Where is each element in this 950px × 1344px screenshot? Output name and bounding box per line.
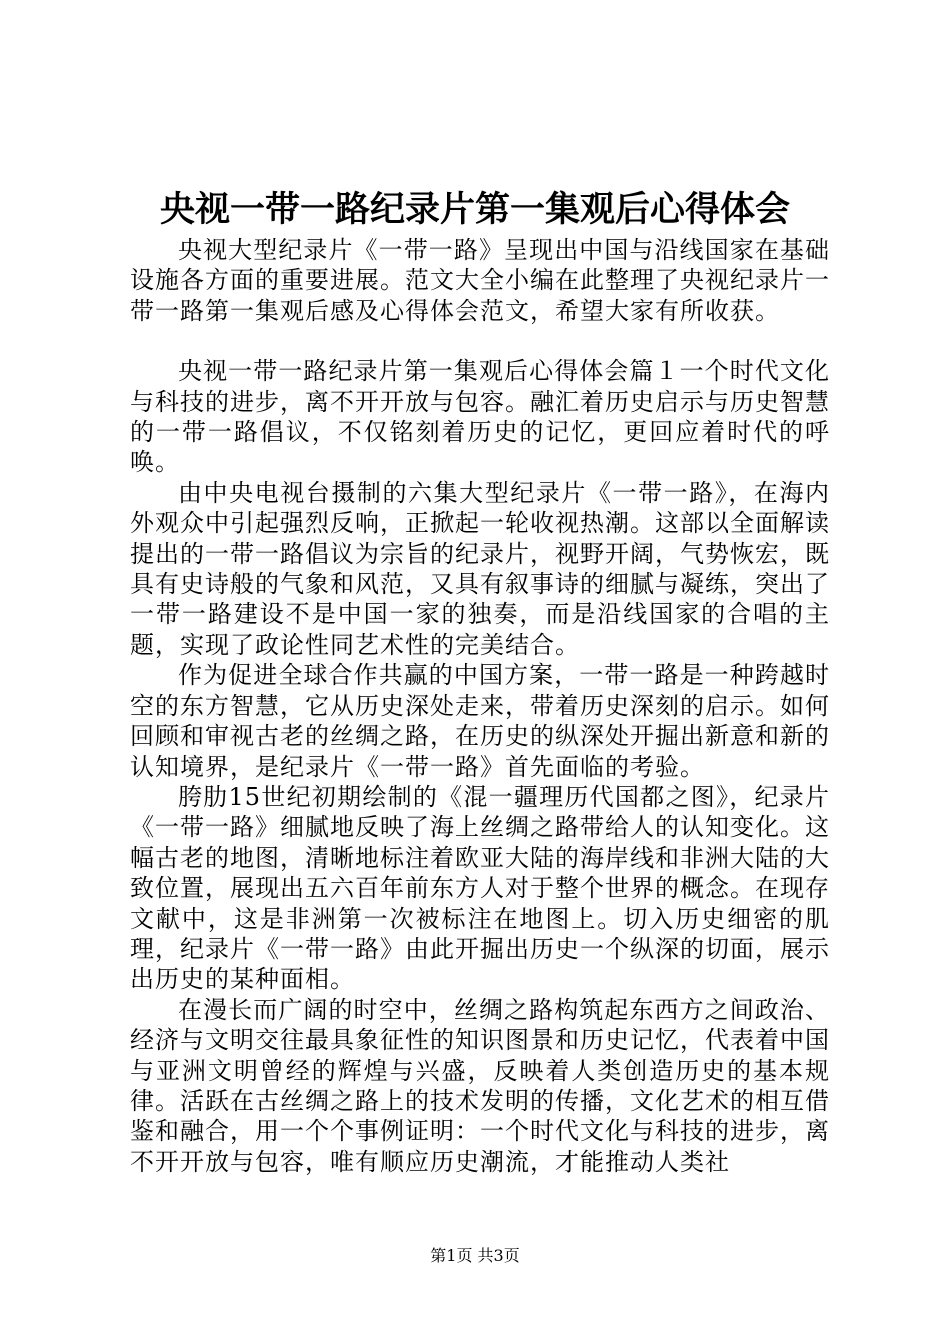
body-paragraph: 作为促进全球合作共赢的中国方案，一带一路是一种跨越时空的东方智慧，它从历史深处走来，带着历史深刻的启示。如何回顾和审视古老的丝绸之路，在历史的纵深处开掘出新意和新的认知境界，是纪录片《一带一路》首先面临的考验。 [130, 661, 830, 781]
body-paragraph: 央视一带一路纪录片第一集观后心得体会篇１一个时代文化与科技的进步，离不开开放与包容。融汇着历史启示与历史智慧的一带一路倡议，不仅铭刻着历史的记忆，更回应着时代的呼唤。 [130, 357, 830, 477]
intro-paragraph: 央视大型纪录片《一带一路》呈现出中国与沿线国家在基础设施各方面的重要进展。范文大全小编在此整理了央视纪录片一带一路第一集观后感及心得体会范文，希望大家有所收获。 [130, 236, 830, 325]
document-body [130, 235, 830, 1177]
body-paragraph: 胯肋15世纪初期绘制的《混一疆理历代国都之图》，纪录片《一带一路》细腻地反映了海上丝绸之路带给人的认知变化。这幅古老的地图，清晰地标注着欧亚大陆的海岸线和非洲大陆的大致位置，展现出五六百年前东方人对于整个世界的概念。在现存文献中，这是非洲第一次被标注在地图上。切入历史细密的肌理，纪录片《一带一路》由此开掘出历史一个纵深的切面，展示出历史的某种面相。 [130, 782, 830, 994]
body-paragraph: 由中央电视台摄制的六集大型纪录片《一带一路》，在海内外观众中引起强烈反响，正掀起一轮收视热潮。这部以全面解读提出的一带一路倡议为宗旨的纪录片，视野开阔，气势恢宏，既具有史诗般的气象和风范，又具有叙事诗的细腻与凝练，突出了一带一路建设不是中国一家的独奏，而是沿线国家的合唱的主题，实现了政论性同艺术性的完美结合。 [130, 478, 830, 659]
document-title: 央视一带一路纪录片第一集观后心得体会 [159, 189, 790, 230]
page-number-footer: 第1页 共3页 [430, 1246, 520, 1265]
body-paragraph: 在漫长而广阔的时空中，丝绸之路构筑起东西方之间政治、经济与文明交往最具象征性的知识图景和历史记忆，代表着中国与亚洲文明曾经的辉煌与兴盛，反映着人类创造历史的基本规律。活跃在古丝绸之路上的技术发明的传播，文化艺术的相互借鉴和融合，用一个个事例证明：一个时代文化与科技的进步，离不开开放与包容，唯有顺应历史潮流，才能推动人类社 [130, 995, 830, 1176]
